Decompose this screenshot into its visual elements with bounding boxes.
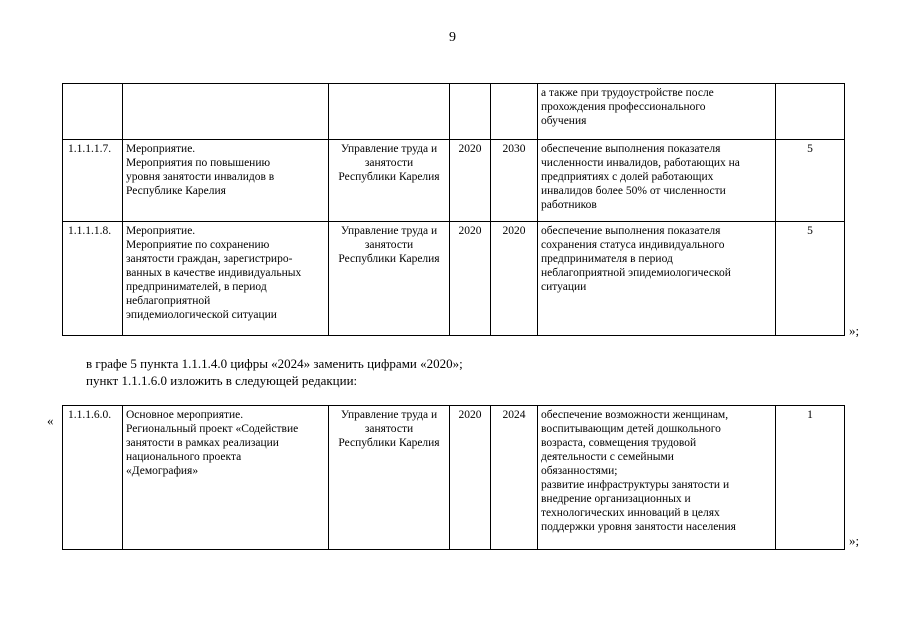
expected-result [538, 406, 776, 550]
expected-result [538, 84, 776, 140]
start-year [450, 84, 491, 140]
expected-result-line: воспитывающим детей дошкольного [541, 423, 721, 435]
item-title-line: эпидемиологической ситуации [126, 309, 277, 321]
expected-result-line: инвалидов более 50% от численности [541, 185, 726, 197]
item-title-line: занятости в рамках реализации [126, 437, 279, 449]
expected-result-line: прохождения профессионального [541, 101, 706, 113]
indicator-link: 5 [776, 222, 845, 336]
expected-result-line: ситуации [541, 281, 587, 293]
responsible-org-line: Республики Карелия [338, 171, 440, 183]
end-year [491, 84, 538, 140]
item-title-line: предпринимателей, в период [126, 281, 267, 293]
amendment-paragraph-2: пункт 1.1.1.6.0 изложить в следующей редакции: [86, 373, 358, 388]
responsible-org-line: Управление труда и [340, 409, 438, 421]
item-title-line: национального проекта [126, 451, 242, 463]
item-title-line: Мероприятие. [126, 225, 196, 237]
expected-result-line: работников [541, 199, 597, 211]
item-code: 1.1.1.6.0. [63, 406, 123, 550]
item-code: 1.1.1.1.7. [63, 140, 123, 222]
expected-result-line: обязанностями; [541, 465, 618, 477]
indicator-link [776, 84, 845, 140]
responsible-org-line: Республики Карелия [338, 253, 440, 265]
end-year: 2020 [491, 222, 538, 336]
amendment-paragraph-1: в графе 5 пункта 1.1.1.4.0 цифры «2024» заменить цифрами «2020»; [86, 356, 463, 371]
responsible-org [329, 406, 450, 550]
item-title-line: уровня занятости инвалидов в [126, 171, 275, 183]
responsible-org-line: Республики Карелия [338, 437, 440, 449]
item-title [123, 406, 329, 550]
responsible-org-line: занятости [364, 157, 414, 169]
item-title-line: Основное мероприятие. [126, 409, 244, 421]
responsible-org-line: занятости [364, 423, 414, 435]
closing-quote-1: »; [849, 323, 860, 338]
table-row [63, 84, 845, 140]
expected-result-line: развитие инфраструктуры занятости и [541, 479, 730, 491]
expected-result-line: численности инвалидов, работающих на [541, 157, 740, 169]
item-title-line: Региональный проект «Содействие [126, 423, 299, 435]
responsible-org-line: занятости [364, 239, 414, 251]
expected-result [538, 222, 776, 336]
item-title-line: неблагоприятной [126, 295, 211, 307]
expected-result-line: обеспечение возможности женщинам, [541, 409, 729, 421]
expected-result [538, 140, 776, 222]
item-title [123, 222, 329, 336]
table-row [63, 140, 845, 222]
page-number: 9 [449, 30, 456, 45]
indicator-link: 1 [776, 406, 845, 550]
activities-table [62, 83, 845, 336]
expected-result-line: возраста, совмещения трудовой [541, 437, 697, 449]
closing-quote-2: »; [849, 533, 860, 548]
expected-result-line: неблагоприятной эпидемиологической [541, 267, 731, 279]
expected-result-line: предпринимателя в период [541, 253, 673, 265]
responsible-org [329, 84, 450, 140]
item-title-line: Мероприятие по сохранению [126, 239, 270, 251]
item-title [123, 84, 329, 140]
start-year: 2020 [450, 406, 491, 550]
responsible-org-line: Управление труда и [340, 143, 438, 155]
responsible-org [329, 222, 450, 336]
item-code [63, 84, 123, 140]
indicator-link: 5 [776, 140, 845, 222]
table-row [63, 406, 845, 550]
responsible-org [329, 140, 450, 222]
item-title-line: ванных в качестве индивидуальных [126, 267, 302, 279]
expected-result-line: обеспечение выполнения показателя [541, 143, 721, 155]
main-activity-table [62, 405, 845, 550]
item-title-line: Республике Карелия [126, 185, 226, 197]
item-title-line: Мероприятие. [126, 143, 196, 155]
opening-quote: « [47, 413, 54, 428]
start-year: 2020 [450, 140, 491, 222]
item-title-line: Мероприятия по повышению [126, 157, 271, 169]
expected-result-line: поддержки уровня занятости населения [541, 521, 736, 533]
responsible-org-line: Управление труда и [340, 225, 438, 237]
end-year: 2024 [491, 406, 538, 550]
item-title-line: «Демография» [126, 465, 199, 477]
expected-result-line: предприятиях с долей работающих [541, 171, 714, 183]
end-year: 2030 [491, 140, 538, 222]
expected-result-line: а также при трудоустройстве после [541, 87, 714, 99]
table-row [63, 222, 845, 336]
expected-result-line: технологических инноваций в целях [541, 507, 720, 519]
expected-result-line: обеспечение выполнения показателя [541, 225, 721, 237]
expected-result-line: внедрение организационных и [541, 493, 691, 505]
start-year: 2020 [450, 222, 491, 336]
expected-result-line: деятельности с семейными [541, 451, 674, 463]
expected-result-line: сохранения статуса индивидуального [541, 239, 725, 251]
item-title [123, 140, 329, 222]
item-code: 1.1.1.1.8. [63, 222, 123, 336]
item-title-line: занятости граждан, зарегистриро- [126, 253, 293, 265]
expected-result-line: обучения [541, 115, 587, 127]
